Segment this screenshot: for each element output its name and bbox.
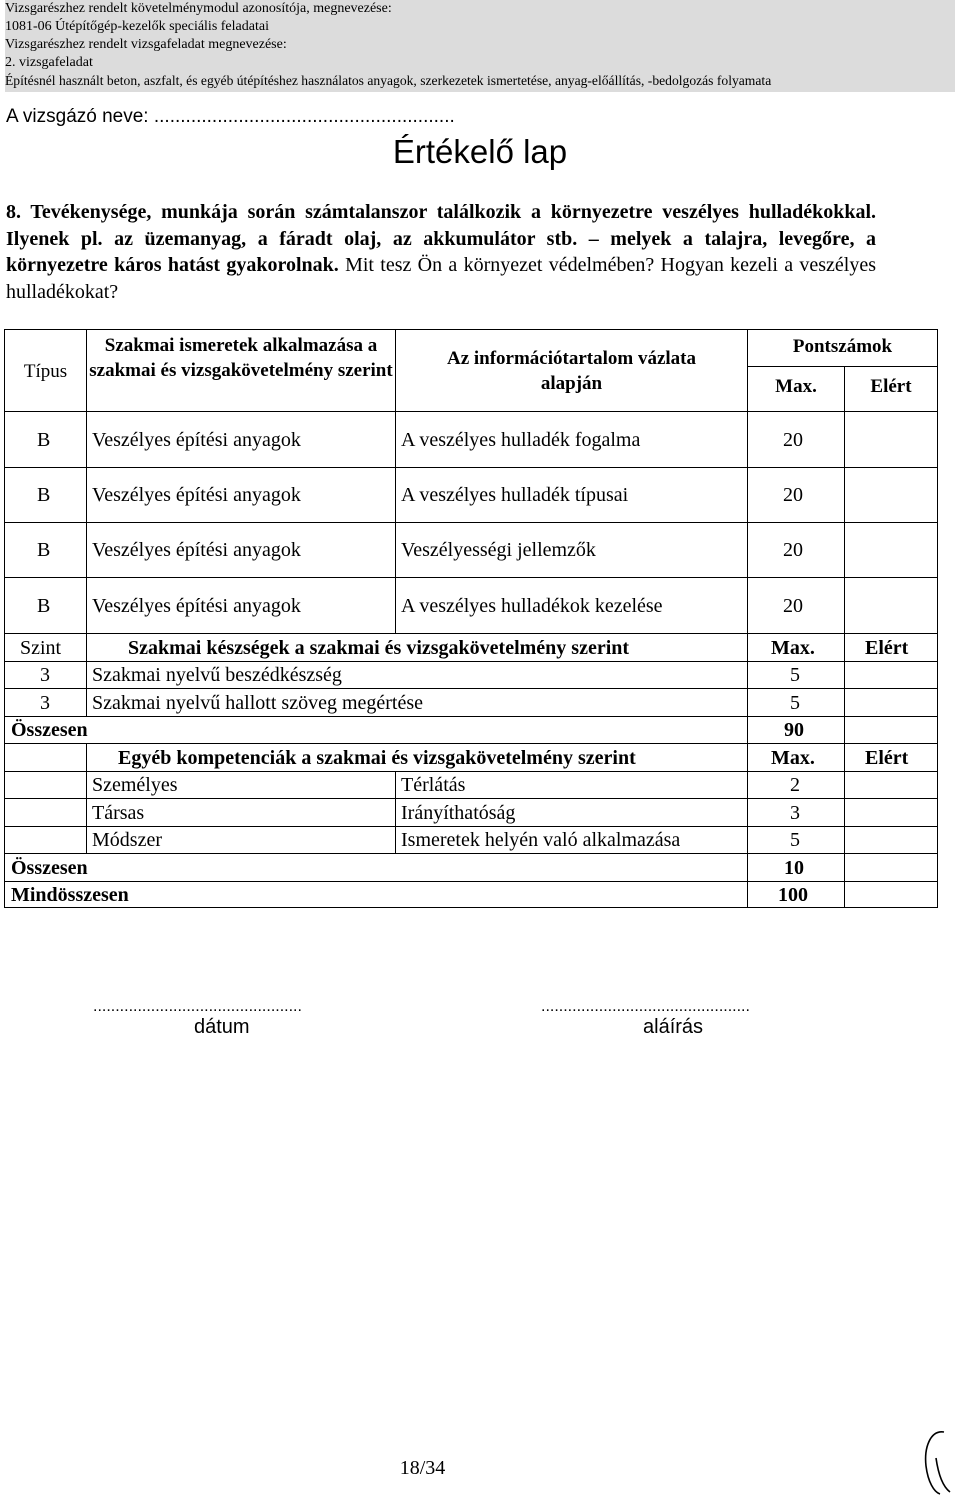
row-type: B [37, 595, 51, 617]
skill-name: Szakmai nyelvű beszédkészség [92, 664, 342, 686]
other-achieved-header: Elért [865, 747, 909, 769]
page-title: Értékelő lap [392, 133, 568, 170]
skill-max: 5 [790, 664, 800, 686]
competence-name: Irányíthatóság [401, 802, 516, 824]
date-label: dátum [194, 1016, 250, 1038]
header-module-name: 1081-06 Útépítőgép-kezelők speciális feladatai [5, 18, 955, 42]
candidate-name-field: A vizsgázó neve: ......................................................... [6, 106, 455, 127]
skill-max: 5 [790, 692, 800, 714]
competence-category: Személyes [92, 774, 178, 796]
skills-level-header: Szint [20, 637, 62, 659]
handwritten-initials-icon [920, 1428, 956, 1503]
row-knowledge: Veszélyes építési anyagok [92, 539, 301, 561]
skill-level: 3 [40, 692, 50, 714]
row-info: Veszélyességi jellemzők [401, 539, 596, 561]
column-header-knowledge: Szakmai ismeretek alkalmazása a szakmai és vizsgakövetelmény szerint [89, 335, 393, 381]
header-module-label: Vizsgarészhez rendelt követelménymodul azonosítója, megnevezése: [5, 0, 955, 24]
other-competences-header: Egyéb kompetenciák a szakmai és vizsgakövetelmény szerint [118, 747, 636, 769]
column-header-max: Max. [775, 376, 817, 397]
competence-max: 5 [790, 829, 800, 851]
column-header-type: Típus [23, 361, 68, 382]
task-text-bold: 8. Tevékenysége, munkája során számtalanszor találkozik a környezetre veszélyes hulladékokkal. Ilyenek pl. az üzemanyag, a fáradt olaj, az akkumulátor stb. – melyek a talajra, levegőre, a környezetre káros hatást gyakorolnak. [6, 201, 876, 276]
row-info: A veszélyes hulladékok kezelése [401, 595, 663, 617]
skills-max-header: Max. [771, 637, 815, 659]
grand-total-max: 100 [778, 884, 808, 906]
row-max: 20 [783, 429, 803, 451]
column-header-points: Pontszámok [792, 336, 893, 357]
row-info: A veszélyes hulladék típusai [401, 484, 629, 506]
header-task-number: 2. vizsgafeladat [5, 54, 955, 78]
task-text [6, 199, 876, 305]
column-header-achieved: Elért [870, 376, 912, 397]
row-max: 20 [783, 539, 803, 561]
date-line: ............................................... [93, 998, 302, 1015]
skill-level: 3 [40, 664, 50, 686]
row-knowledge: Veszélyes építési anyagok [92, 595, 301, 617]
page-number: 18/34 [399, 1457, 446, 1479]
grand-total-label: Mindösszesen [11, 884, 129, 906]
row-knowledge: Veszélyes építési anyagok [92, 429, 301, 451]
signature-label: aláírás [643, 1016, 704, 1038]
row-type: B [37, 484, 51, 506]
other-max-header: Max. [771, 747, 815, 769]
task-text-rest: Mit tesz Ön a környezet védelmében? Hogyan kezeli a veszélyes hulladékokat? [6, 254, 876, 303]
signature-line: ............................................... [541, 998, 750, 1015]
row-knowledge: Veszélyes építési anyagok [92, 484, 301, 506]
header-task-label: Vizsgarészhez rendelt vizsgafeladat megnevezése: [5, 36, 955, 60]
row-type: B [37, 539, 51, 561]
subtotal-label: Összesen [11, 719, 88, 741]
row-max: 20 [783, 595, 803, 617]
subtotal2-max: 10 [784, 857, 804, 879]
header-task-description: Építésnél használt beton, aszfalt, és egyéb útépítéshez használatos anyagok, szerkezetek ismertetése, anyag-előállítás, -bedolgozás folyamata [5, 72, 955, 92]
competence-name: Térlátás [401, 774, 466, 796]
competence-name: Ismeretek helyén való alkalmazása [401, 829, 681, 851]
skills-achieved-header: Elért [865, 637, 909, 659]
row-max: 20 [783, 484, 803, 506]
competence-max: 3 [790, 802, 800, 824]
subtotal-max: 90 [784, 719, 804, 741]
skills-title-header: Szakmai készségek a szakmai és vizsgakövetelmény szerint [128, 637, 630, 659]
column-header-info: Az információtartalom vázlata alapján [446, 348, 697, 394]
row-type: B [37, 429, 51, 451]
subtotal2-label: Összesen [11, 857, 88, 879]
competence-category: Társas [92, 802, 145, 824]
competence-category: Módszer [92, 829, 162, 851]
row-info: A veszélyes hulladék fogalma [401, 429, 641, 451]
skill-name: Szakmai nyelvű hallott szöveg megértése [92, 692, 424, 714]
competence-max: 2 [790, 774, 800, 796]
